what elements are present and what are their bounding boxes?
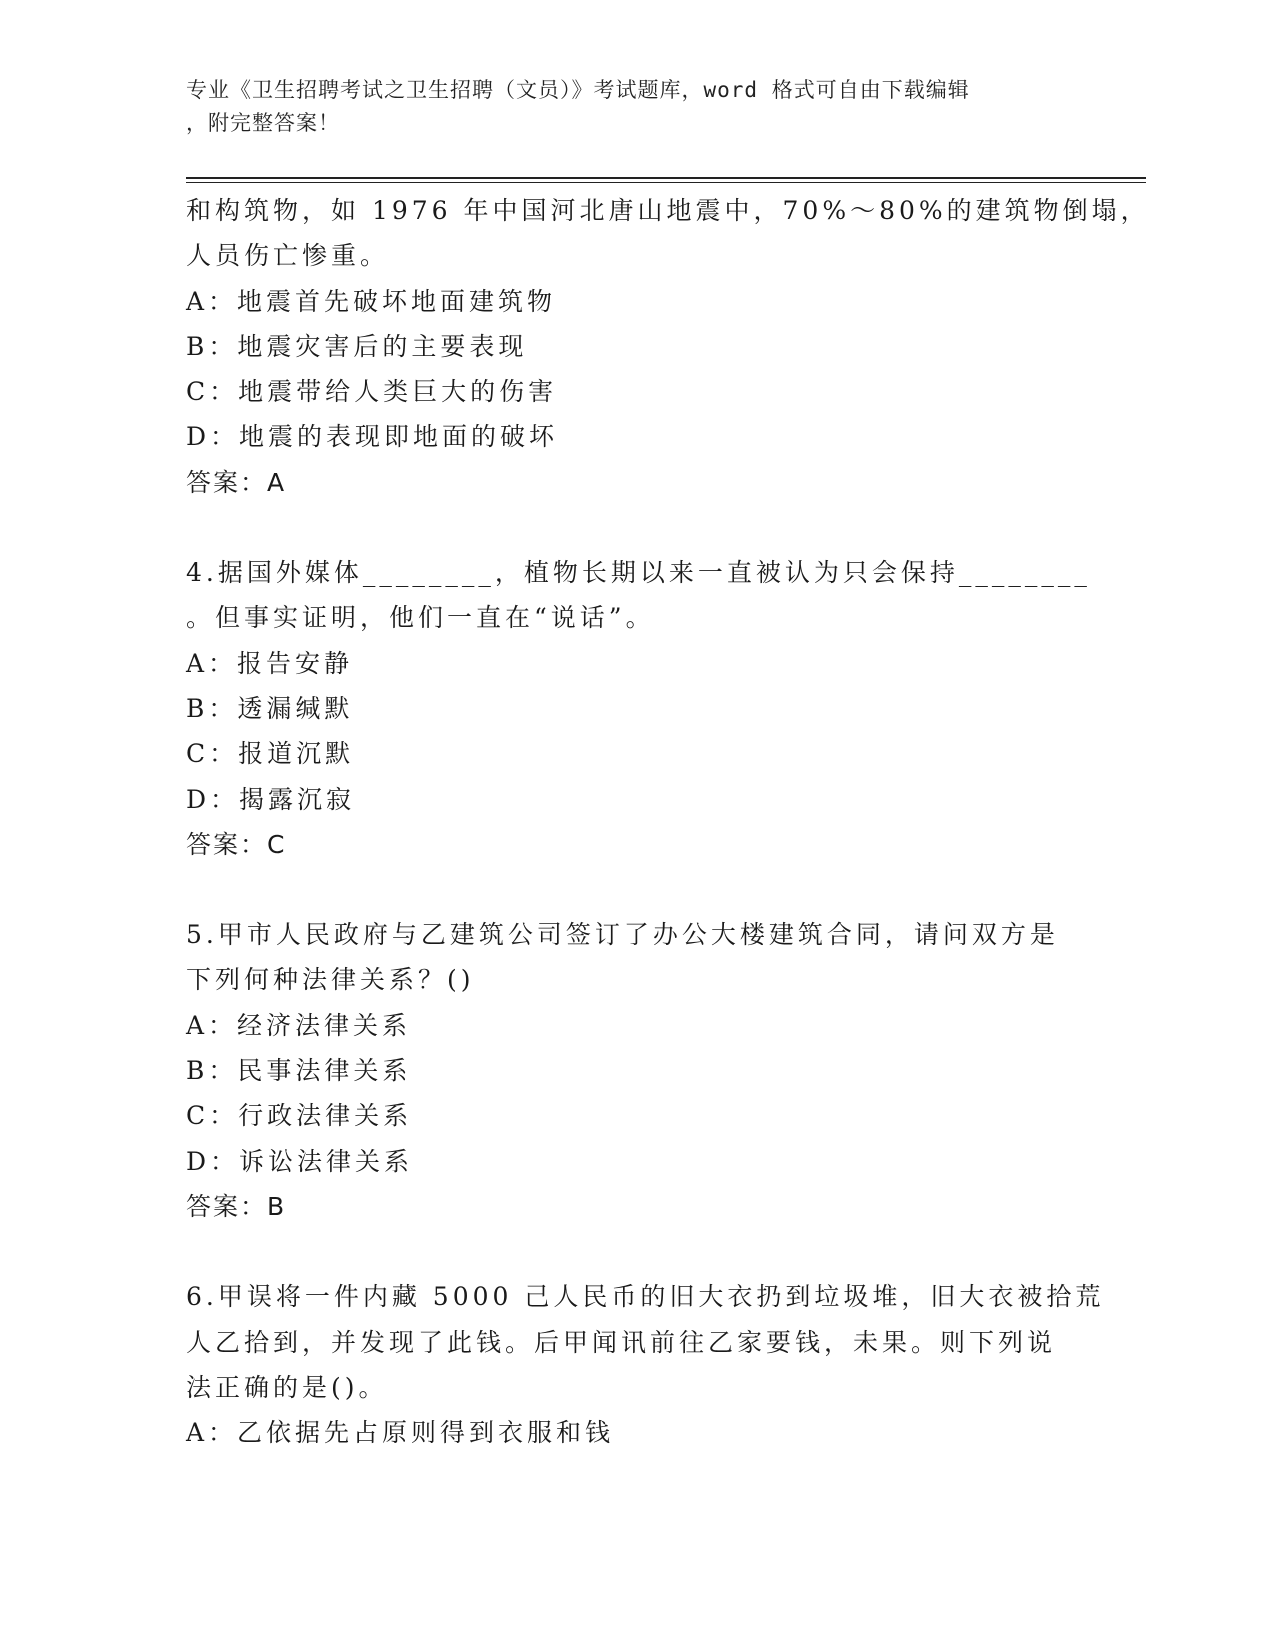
question-text-line: 。但事实证明，他们一直在“说话”。 — [186, 603, 655, 633]
question-5 — [186, 912, 1066, 1229]
question-text-line: 下列何种法律关系？() — [186, 965, 475, 995]
option-a: A：经济法律关系 — [186, 1010, 412, 1040]
question-text-line: 5.甲市人民政府与乙建筑公司签订了办公大楼建筑合同，请问双方是 — [186, 920, 1059, 950]
header-rule-thin — [186, 182, 1146, 183]
answer-line: 答案：A — [186, 467, 287, 497]
question-text-line: 和构筑物，如 1976 年中国河北唐山地震中，70%～80%的建筑物倒塌， — [186, 196, 1150, 225]
answer-line: 答案：C — [186, 829, 287, 859]
header-line-2: ，附完整答案！ — [186, 111, 340, 135]
option-b: B：地震灾害后的主要表现 — [186, 331, 528, 361]
question-4 — [186, 550, 1091, 867]
option-b: B：透漏缄默 — [186, 693, 354, 723]
option-d: D：诉讼法律关系 — [186, 1146, 414, 1176]
answer-line: 答案：B — [186, 1191, 287, 1221]
option-c: C：地震带给人类巨大的伤害 — [186, 377, 558, 407]
question-text-line: 人员伤亡惨重。 — [186, 241, 390, 271]
option-d: D：地震的表现即地面的破坏 — [186, 422, 559, 452]
question-text-line: 4.据国外媒体________，植物长期以来一直被认为只会保持________ — [186, 558, 1091, 588]
document-header — [186, 74, 1066, 140]
option-a: A：乙依据先占原则得到衣服和钱 — [186, 1418, 615, 1448]
option-c: C：报道沉默 — [186, 739, 355, 769]
option-a: A：地震首先破坏地面建筑物 — [186, 286, 557, 316]
question-text-line: 法正确的是()。 — [186, 1372, 388, 1402]
option-d: D：揭露沉寂 — [186, 784, 356, 814]
question-6 — [186, 1274, 1105, 1455]
header-line-1: 专业《卫生招聘考试之卫生招聘（文员）》考试题库，word 格式可自由下载编辑 — [186, 78, 970, 102]
option-c: C：行政法律关系 — [186, 1101, 413, 1131]
header-rule-thick — [186, 177, 1146, 179]
question-3 — [186, 188, 1150, 505]
option-b: B：民事法律关系 — [186, 1056, 412, 1086]
question-text-line: 人乙拾到，并发现了此钱。后甲闻讯前往乙家要钱，未果。则下列说 — [186, 1327, 1057, 1357]
option-a: A：报告安静 — [186, 648, 354, 678]
question-content — [186, 188, 1150, 1455]
question-text-line: 6.甲误将一件内藏 5000 己人民币的旧大衣扔到垃圾堆，旧大衣被拾荒 — [186, 1282, 1105, 1312]
